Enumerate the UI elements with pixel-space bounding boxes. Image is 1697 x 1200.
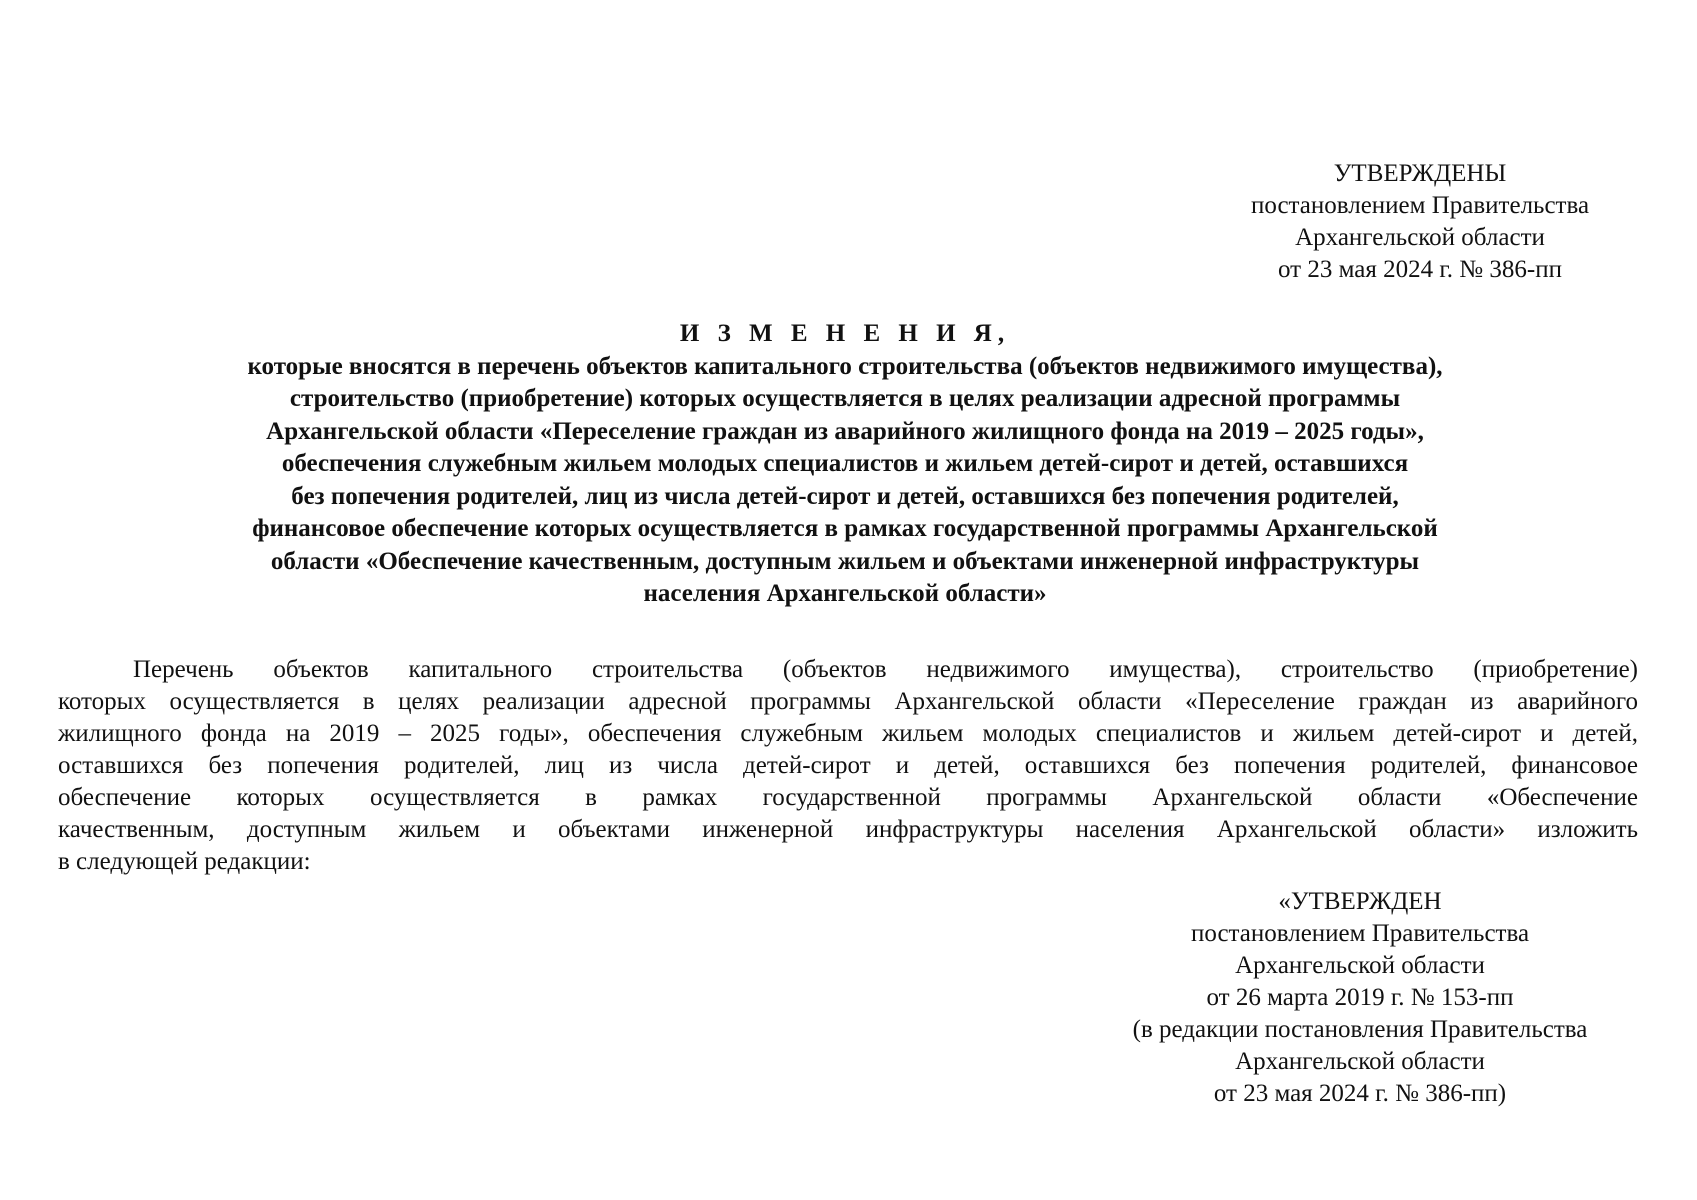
approval-status: УТВЕРЖДЕНЫ — [1333, 160, 1507, 187]
paragraph-line: жилищного фонда на 2019 – 2025 годы», обеспечения служебным жильем молодых специалистов и жильем детей-сирот и детей, — [58, 720, 1638, 747]
title-line: населения Архангельской области» — [643, 580, 1047, 607]
paragraph-line: в следующей редакции: — [58, 848, 311, 875]
title-line: которые вносятся в перечень объектов капитального строительства (объектов недвижимого имущества), — [247, 352, 1443, 380]
amendment-note: (в редакции постановления Правительства — [1132, 1016, 1588, 1043]
paragraph-line: обеспечение которых осуществляется в рамках государственной программы Архангельской области «Обеспечение — [58, 784, 1638, 811]
approval-authority: постановлением Правительства — [1250, 192, 1590, 219]
title-heading: И З М Е Н Е Н И Я, — [679, 320, 1011, 347]
document-title — [100, 318, 1590, 611]
approval-date-number: от 26 марта 2019 г. № 153-пп — [1206, 984, 1514, 1011]
paragraph-line: оставшихся без попечения родителей, лиц из числа детей-сирот и детей, оставшихся без попечения родителей, финансовое — [58, 752, 1638, 779]
approval-stamp-bottom — [1100, 886, 1620, 1110]
title-line: Архангельской области «Переселение граждан из аварийного жилищного фонда на 2019 – 2025 годы», — [266, 417, 1424, 445]
paragraph-line: качественным, доступным жильем и объектами инженерной инфраструктуры населения Архангельской области» изложить — [58, 816, 1638, 843]
title-line: строительство (приобретение) которых осуществляется в целях реализации адресной программы — [289, 385, 1401, 412]
body-paragraph — [58, 654, 1638, 878]
amendment-date-number: от 23 мая 2024 г. № 386-пп) — [1213, 1080, 1507, 1107]
approval-status: «УТВЕРЖДЕН — [1278, 888, 1442, 915]
title-line: без попечения родителей, лиц из числа детей-сирот и детей, оставшихся без попечения родителей, — [291, 482, 1399, 510]
title-line: финансовое обеспечение которых осуществляется в рамках государственной программы Архангельской — [252, 515, 1438, 542]
paragraph-line: которых осуществляется в целях реализации адресной программы Архангельской области «Переселение граждан из аварийного — [58, 688, 1638, 715]
approval-region: Архангельской области — [1295, 224, 1545, 251]
approval-stamp-top — [1200, 158, 1640, 286]
approval-authority: постановлением Правительства — [1190, 920, 1530, 947]
paragraph-line: Перечень объектов капитального строительства (объектов недвижимого имущества), строительство (приобретение) — [133, 656, 1638, 683]
approval-region: Архангельской области — [1235, 952, 1485, 979]
approval-date-number: от 23 мая 2024 г. № 386-пп — [1278, 256, 1562, 283]
title-line: обеспечения служебным жильем молодых специалистов и жильем детей-сирот и детей, оставшихся — [281, 450, 1409, 477]
amendment-region: Архангельской области — [1235, 1048, 1485, 1075]
title-line: области «Обеспечение качественным, доступным жильем и объектами инженерной инфраструктуры — [270, 547, 1420, 575]
